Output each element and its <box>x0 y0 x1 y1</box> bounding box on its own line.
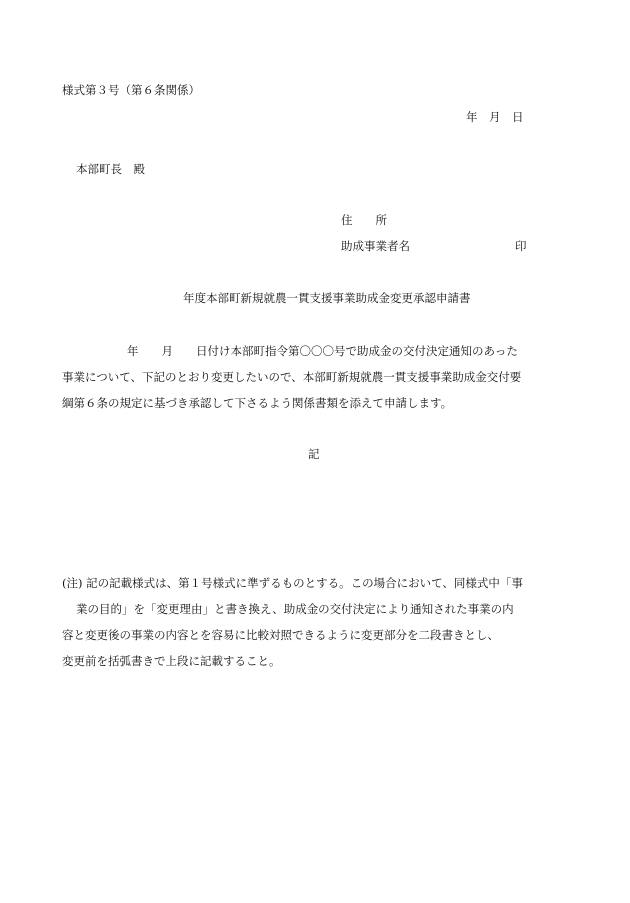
ki-heading: 記 <box>308 447 320 461</box>
note-line-2: 業の目的」を「変更理由」と書き換え、助成金の交付決定により通知された事業の内 <box>76 602 514 616</box>
addressee: 本部町長 殿 <box>76 162 145 176</box>
document-title: 年度本部町新規就農一貫支援事業助成金変更承認申請書 <box>183 291 471 305</box>
note-line-3: 容と変更後の事業の内容とを容易に比較対照できるように変更部分を二段書きとし、 <box>62 628 499 642</box>
note-line-1: (注) 記の記載様式は、第１号様式に準ずるものとする。この場合において、同様式中「事 <box>62 576 523 590</box>
date-line: 年 月 日 <box>466 110 524 124</box>
form-number: 様式第３号（第６条関係） <box>62 83 200 97</box>
address-label: 住 所 <box>341 213 387 227</box>
note-line-4: 変更前を括弧書きで上段に記載すること。 <box>62 654 281 668</box>
body-line-1: 年 月 日付け本部町指令第〇〇〇号で助成金の交付決定通知のあった <box>127 344 518 358</box>
body-line-3: 綱第６条の規定に基づき承認して下さるよう関係書類を添えて申請します。 <box>62 396 453 410</box>
applicant-name-label: 助成事業者名 <box>341 239 410 253</box>
seal-mark: 印 <box>515 239 527 253</box>
body-line-2: 事業について、下記のとおり変更したいので、本部町新規就農一貫支援事業助成金交付要 <box>62 370 522 384</box>
